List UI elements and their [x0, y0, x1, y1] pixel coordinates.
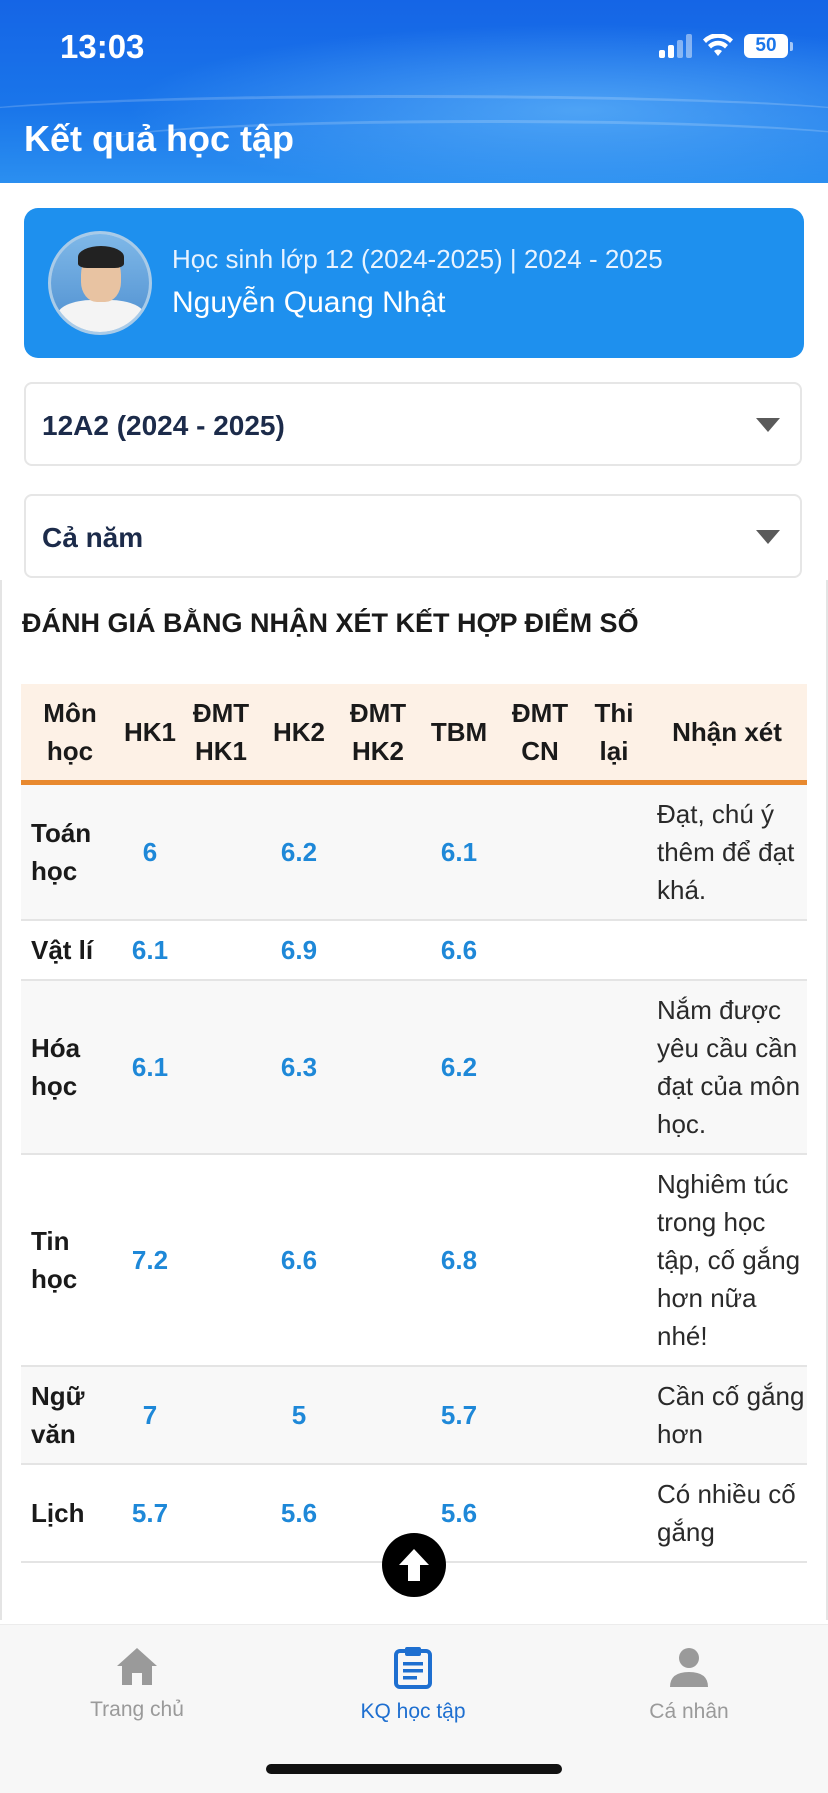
- thi-lai-cell: [581, 1464, 647, 1562]
- dmt-hk1-cell: [181, 1464, 261, 1562]
- grades-table: [21, 684, 807, 1563]
- subject-cell: Lịch: [21, 1464, 119, 1562]
- student-name: Nguyễn Quang Nhật: [172, 286, 446, 319]
- tbm-cell: 6.2: [419, 980, 499, 1154]
- table-row: [21, 1366, 807, 1464]
- hk2-cell: 5: [261, 1366, 337, 1464]
- hk2-cell: 6.2: [261, 783, 337, 921]
- dmt-cn-cell: [499, 1366, 581, 1464]
- wifi-icon: [702, 34, 734, 58]
- term-select[interactable]: [24, 494, 802, 578]
- subject-cell: Tin học: [21, 1154, 119, 1366]
- table-row: [21, 920, 807, 980]
- hk2-cell: 5.6: [261, 1464, 337, 1562]
- note-cell: Có nhiều cố gắng: [647, 1464, 807, 1562]
- scroll-to-top-button[interactable]: [382, 1533, 446, 1597]
- clipboard-icon: [392, 1645, 434, 1689]
- note-cell: Đạt, chú ý thêm để đạt khá.: [647, 783, 807, 921]
- note-cell: Nghiêm túc trong học tập, cố gắng hơn nữa nhé!: [647, 1154, 807, 1366]
- dmt-cn-cell: [499, 783, 581, 921]
- thi-lai-cell: [581, 783, 647, 921]
- subject-cell: Ngữ văn: [21, 1366, 119, 1464]
- user-icon: [667, 1645, 711, 1689]
- home-indicator: [266, 1764, 562, 1774]
- thi-lai-cell: [581, 1366, 647, 1464]
- home-icon: [115, 1645, 159, 1687]
- battery-level: 50: [744, 34, 788, 58]
- battery-icon: [744, 34, 793, 58]
- tbm-cell: 5.7: [419, 1366, 499, 1464]
- column-header: Môn học: [21, 684, 119, 783]
- dmt-hk1-cell: [181, 783, 261, 921]
- arrow-up-icon: [395, 1545, 433, 1585]
- tab-results-label: KQ học tập: [360, 1700, 466, 1723]
- dmt-hk2-cell: [337, 1154, 419, 1366]
- chevron-down-icon: [756, 530, 780, 544]
- status-time: 13:03: [60, 28, 145, 65]
- hk2-cell: 6.9: [261, 920, 337, 980]
- dmt-hk1-cell: [181, 980, 261, 1154]
- note-cell: [647, 920, 807, 980]
- dmt-cn-cell: [499, 980, 581, 1154]
- subject-cell: Vật lí: [21, 920, 119, 980]
- dmt-hk1-cell: [181, 1366, 261, 1464]
- hk1-cell: 5.7: [119, 1464, 181, 1562]
- avatar: [48, 231, 152, 335]
- table-header-row: [21, 684, 807, 783]
- table-row: [21, 1154, 807, 1366]
- column-header: HK1: [119, 684, 181, 783]
- hk1-cell: 6.1: [119, 980, 181, 1154]
- class-select[interactable]: [24, 382, 802, 466]
- chevron-down-icon: [756, 418, 780, 432]
- thi-lai-cell: [581, 980, 647, 1154]
- section-title: ĐÁNH GIÁ BẰNG NHẬN XÉT KẾT HỢP ĐIỂM SỐ: [22, 608, 639, 638]
- column-header: ĐMT HK2: [337, 684, 419, 783]
- note-cell: Cần cố gắng hơn: [647, 1366, 807, 1464]
- term-select-value: Cả năm: [42, 522, 144, 553]
- student-profile-card: [24, 208, 804, 358]
- table-row: [21, 783, 807, 921]
- column-header: Nhận xét: [647, 684, 807, 783]
- hk2-cell: 6.3: [261, 980, 337, 1154]
- status-icons: [659, 34, 793, 58]
- dmt-cn-cell: [499, 1464, 581, 1562]
- tbm-cell: 5.6: [419, 1464, 499, 1562]
- subject-cell: Toán học: [21, 783, 119, 921]
- content-border: [0, 580, 2, 1620]
- dmt-hk2-cell: [337, 920, 419, 980]
- tbm-cell: 6.8: [419, 1154, 499, 1366]
- thi-lai-cell: [581, 1154, 647, 1366]
- thi-lai-cell: [581, 920, 647, 980]
- tab-home-label: Trang chủ: [90, 1698, 184, 1721]
- student-class-info: Học sinh lớp 12 (2024-2025) | 2024 - 2025: [172, 244, 663, 274]
- subject-cell: Hóa học: [21, 980, 119, 1154]
- dmt-cn-cell: [499, 920, 581, 980]
- dmt-hk2-cell: [337, 783, 419, 921]
- hk1-cell: 6.1: [119, 920, 181, 980]
- note-cell: Nắm được yêu cầu cần đạt của môn học.: [647, 980, 807, 1154]
- page-title: Kết quả học tập: [24, 118, 295, 159]
- dmt-hk2-cell: [337, 1366, 419, 1464]
- dmt-hk1-cell: [181, 920, 261, 980]
- table-row: [21, 980, 807, 1154]
- hk1-cell: 7.2: [119, 1154, 181, 1366]
- tbm-cell: 6.6: [419, 920, 499, 980]
- dmt-hk1-cell: [181, 1154, 261, 1366]
- tbm-cell: 6.1: [419, 783, 499, 921]
- hk1-cell: 7: [119, 1366, 181, 1464]
- tab-results[interactable]: [313, 1645, 513, 1724]
- column-header: Thi lại: [581, 684, 647, 783]
- cellular-signal-icon: [659, 34, 692, 58]
- column-header: HK2: [261, 684, 337, 783]
- column-header: TBM: [419, 684, 499, 783]
- hk2-cell: 6.6: [261, 1154, 337, 1366]
- app-header: [0, 0, 828, 183]
- column-header: ĐMT HK1: [181, 684, 261, 783]
- tab-profile[interactable]: [589, 1645, 789, 1724]
- dmt-hk2-cell: [337, 980, 419, 1154]
- hk1-cell: 6: [119, 783, 181, 921]
- dmt-cn-cell: [499, 1154, 581, 1366]
- tab-profile-label: Cá nhân: [649, 1700, 729, 1723]
- column-header: ĐMT CN: [499, 684, 581, 783]
- tab-home[interactable]: [37, 1645, 237, 1722]
- class-select-value: 12A2 (2024 - 2025): [42, 410, 285, 441]
